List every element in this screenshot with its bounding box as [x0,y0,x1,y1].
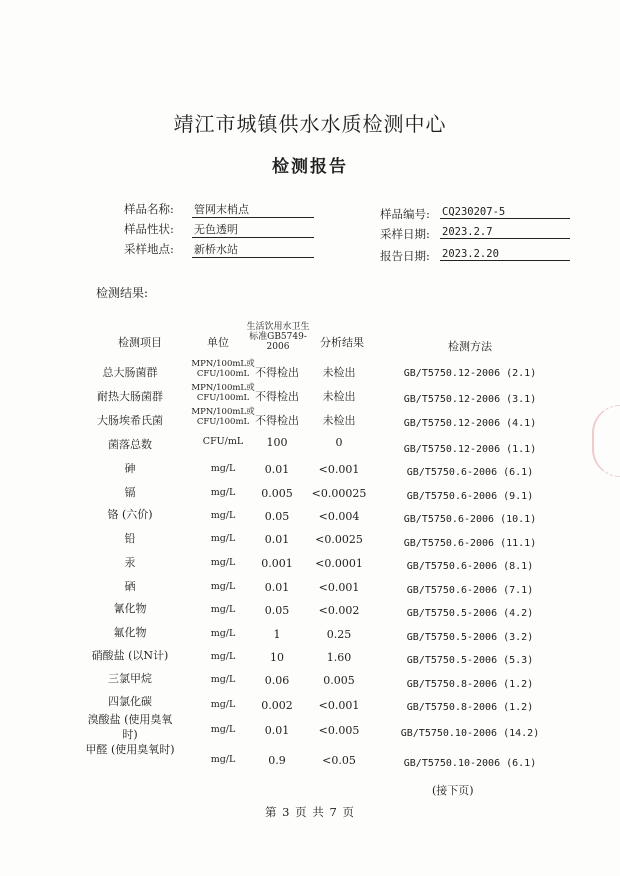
standard-cell: 0.002 [261,699,293,712]
standard-cell: 100 [266,436,288,449]
table-row [0,383,620,412]
item-cell: 硝酸盐 (以N计) [91,649,169,662]
unit-cell: MPN/100mL或CFU/100mL [191,383,255,403]
unit-cell: MPN/100mL或CFU/100mL [191,359,255,379]
header-result: 分析结果 [320,336,364,349]
result-cell: <0.001 [318,581,360,594]
method-cell: GB/T5750.6-2006 (10.1) [403,514,537,525]
standard-cell: 0.001 [261,557,293,570]
unit-cell: mg/L [210,463,236,474]
item-cell: 铅 [124,532,136,545]
organization-title: 靖江市城镇供水水质检测中心 [173,112,447,136]
table-row [0,407,620,436]
results-label: 检测结果: [96,286,149,300]
result-cell: <0.002 [318,604,360,617]
result-cell: 未检出 [322,414,356,427]
report-date-value: 2023.2.20 [440,248,570,261]
unit-cell: mg/L [210,651,236,662]
header-item: 检测项目 [118,336,162,349]
page-number: 第 3 页 共 7 页 [265,805,355,819]
table-row [0,600,620,624]
standard-cell: 0.01 [264,533,290,546]
unit-cell: mg/L [210,674,236,685]
item-cell: 汞 [124,556,136,569]
unit-cell: mg/L [210,581,236,592]
method-cell: GB/T5750.10-2006 (6.1) [403,758,537,769]
continued-note: (接下页) [432,784,474,797]
table-row [0,506,620,530]
result-cell: <0.001 [318,463,360,476]
table-row [0,530,620,554]
sampling-location-label: 采样地点: [124,242,174,256]
item-cell: 总大肠菌群 [102,366,158,379]
result-cell: <0.005 [318,724,360,737]
unit-cell: mg/L [210,557,236,568]
method-cell: GB/T5750.5-2006 (5.3) [406,655,534,666]
report-date-label: 报告日期: [380,249,430,263]
unit-cell: mg/L [210,724,236,735]
result-cell: 0.005 [323,674,355,687]
method-cell: GB/T5750.12-2006 (1.1) [403,444,537,455]
table-row [0,647,620,671]
item-cell: 大肠埃希氏菌 [97,414,163,427]
item-cell: 氰化物 [113,602,147,615]
report-title: 检测报告 [272,157,348,177]
standard-cell: 1 [273,628,281,641]
table-row [0,578,620,602]
result-cell: <0.0001 [315,557,363,570]
standard-cell: 0.05 [264,510,290,523]
method-cell: GB/T5750.6-2006 (7.1) [406,585,534,596]
sample-appearance-label: 样品性状: [124,222,174,236]
header-standard: 生活饮用水卫生标准GB5749-2006 [246,322,310,352]
standard-cell: 不得检出 [255,390,299,403]
result-cell: 0 [335,436,343,449]
result-cell: 1.60 [326,651,352,664]
method-cell: GB/T5750.8-2006 (1.2) [406,702,534,713]
unit-cell: mg/L [210,487,236,498]
method-cell: GB/T5750.6-2006 (11.1) [403,538,537,549]
header-method: 检测方法 [448,340,492,353]
item-cell: 硒 [124,580,136,593]
item-cell: 耐热大肠菌群 [97,390,163,403]
sampling-date-label: 采样日期: [380,227,430,241]
item-cell: 甲醛 (使用臭氧时) [85,743,175,756]
unit-cell: mg/L [210,604,236,615]
item-cell: 氟化物 [113,626,147,639]
result-cell: <0.0025 [315,533,363,546]
method-cell: GB/T5750.6-2006 (6.1) [406,467,534,478]
result-cell: <0.00025 [311,487,367,500]
method-cell: GB/T5750.10-2006 (14.2) [400,728,540,739]
sample-name-label: 样品名称: [124,202,174,216]
item-cell: 镉 [124,486,136,499]
unit-cell: MPN/100mL或CFU/100mL [191,407,255,427]
method-cell: GB/T5750.6-2006 (8.1) [406,561,534,572]
table-row [0,670,620,694]
table-row [0,436,620,460]
item-cell: 砷 [124,462,136,475]
table-row [0,484,620,508]
header-unit: 单位 [207,336,229,349]
table-row [0,460,620,484]
sample-number-value: CQ230207-5 [440,206,570,219]
sampling-date-value: 2023.2.7 [440,226,570,239]
sampling-location-value: 新桥水站 [192,241,314,258]
unit-cell: mg/L [210,754,236,765]
sample-name-value: 管网末梢点 [192,201,314,218]
standard-cell: 0.06 [264,674,290,687]
table-row [0,742,620,772]
method-cell: GB/T5750.12-2006 (3.1) [403,394,537,405]
sample-number-label: 样品编号: [380,207,430,221]
standard-cell: 0.9 [268,754,286,767]
method-cell: GB/T5750.12-2006 (2.1) [403,368,537,379]
result-cell: <0.05 [322,754,356,767]
item-cell: 三氯甲烷 [108,672,152,685]
result-cell: 未检出 [322,390,356,403]
method-cell: GB/T5750.8-2006 (1.2) [406,679,534,690]
standard-cell: 0.005 [261,487,293,500]
unit-cell: mg/L [210,628,236,639]
item-cell: 菌落总数 [108,438,152,451]
item-cell: 铬 (六价) [107,508,153,521]
standard-cell: 不得检出 [255,366,299,379]
standard-cell: 0.01 [264,581,290,594]
result-cell: <0.004 [318,510,360,523]
item-cell: 溴酸盐 (使用臭氧时) [87,713,173,741]
table-row [0,712,620,742]
standard-cell: 0.05 [264,604,290,617]
method-cell: GB/T5750.5-2006 (3.2) [406,632,534,643]
result-cell: <0.001 [318,699,360,712]
standard-cell: 0.01 [264,724,290,737]
unit-cell: CFU/mL [202,436,244,447]
standard-cell: 10 [270,651,284,664]
table-row [0,624,620,648]
standard-cell: 不得检出 [255,414,299,427]
table-row [0,359,620,388]
method-cell: GB/T5750.5-2006 (4.2) [406,608,534,619]
sample-appearance-value: 无色透明 [192,221,314,238]
standard-cell: 0.01 [264,463,290,476]
method-cell: GB/T5750.12-2006 (4.1) [403,418,537,429]
unit-cell: mg/L [210,510,236,521]
item-cell: 四氯化碳 [108,695,152,708]
result-cell: 未检出 [322,366,356,379]
unit-cell: mg/L [210,699,236,710]
result-cell: 0.25 [326,628,352,641]
table-row [0,554,620,578]
method-cell: GB/T5750.6-2006 (9.1) [406,491,534,502]
unit-cell: mg/L [210,533,236,544]
